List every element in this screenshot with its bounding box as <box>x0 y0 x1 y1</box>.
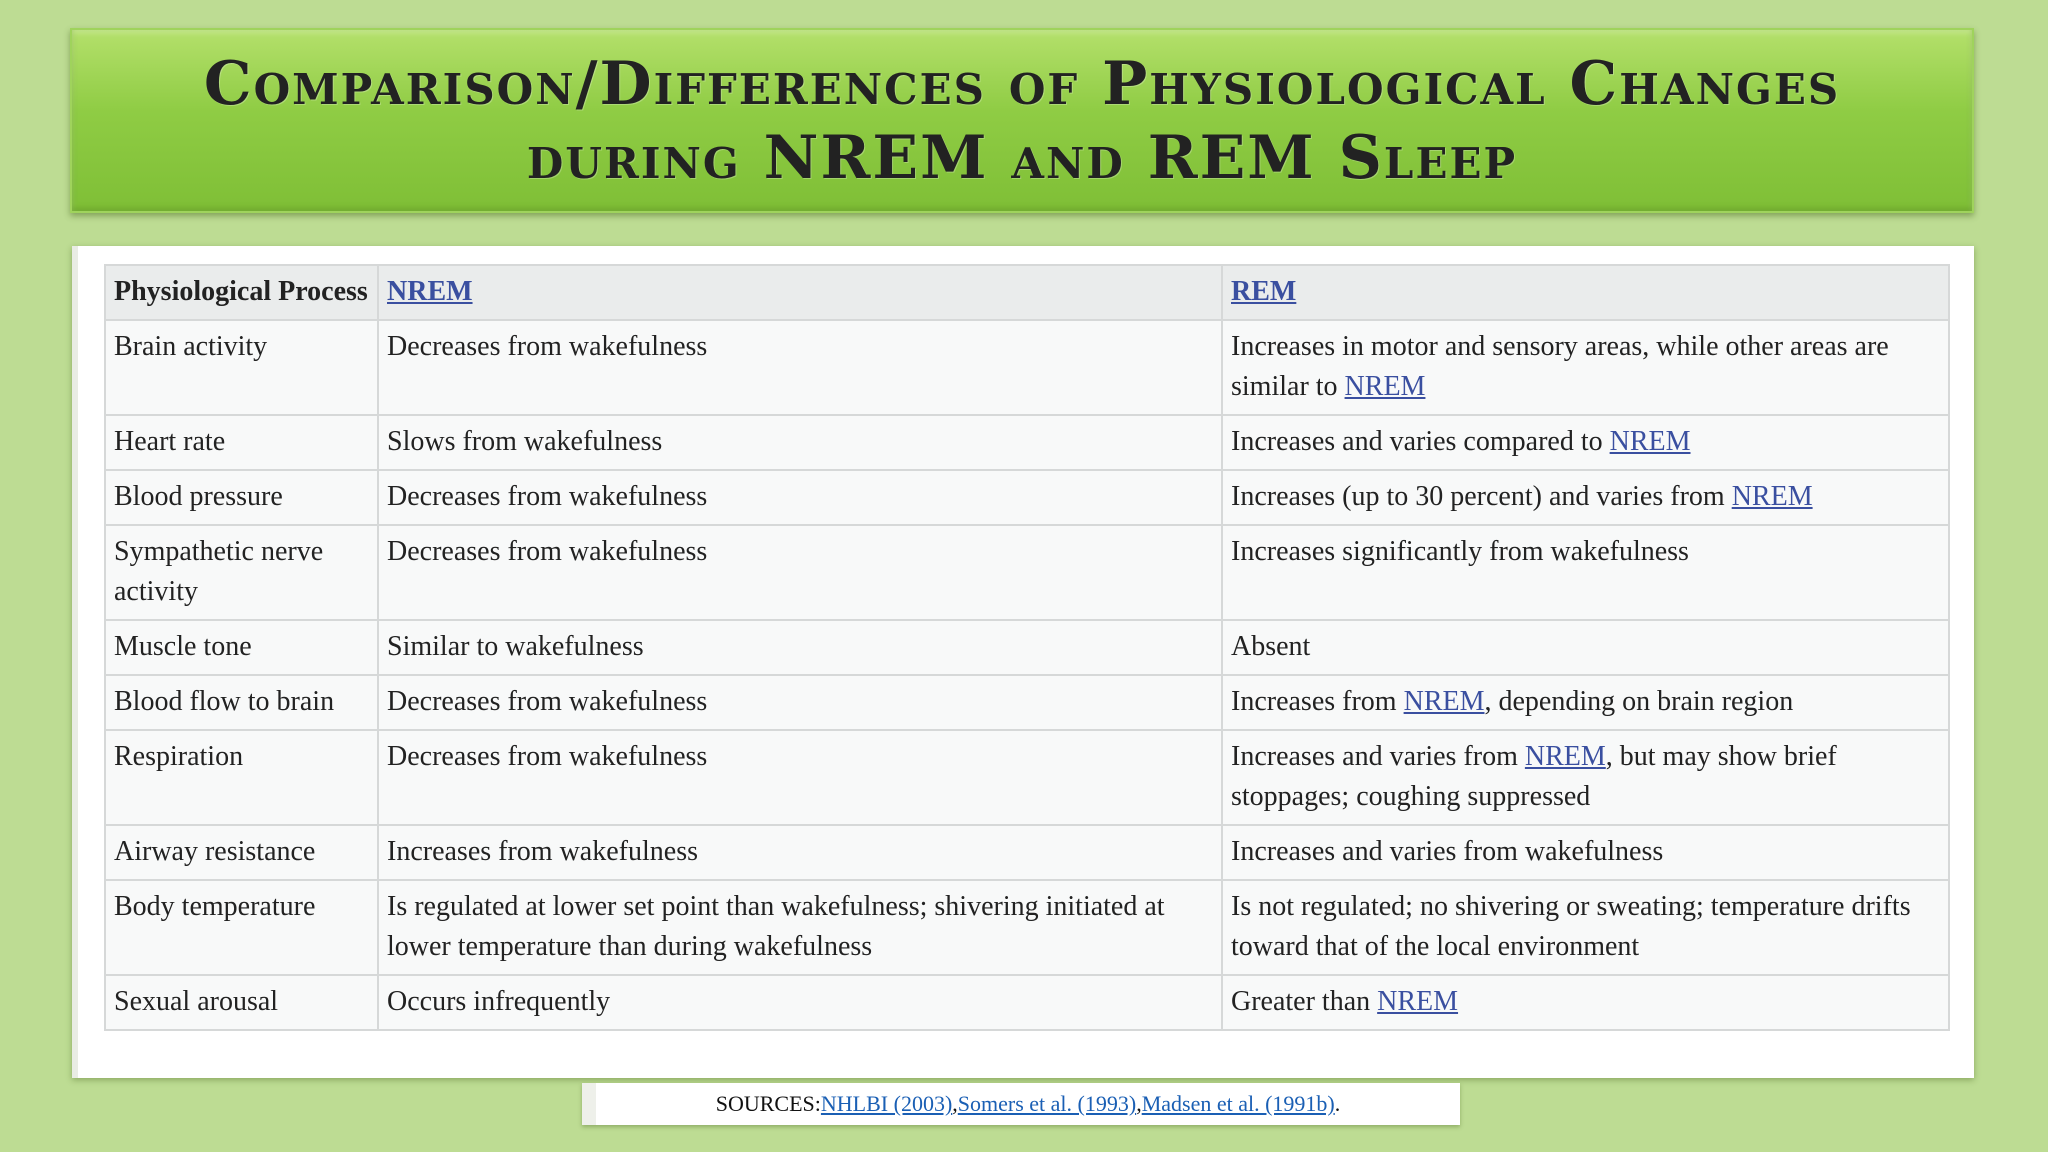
cell-rem-text: Greater than <box>1231 986 1378 1017</box>
cell-rem <box>1222 975 1949 1030</box>
cell-rem <box>1222 470 1949 525</box>
cell-rem-text-after: , but may show brief stoppages; coughing suppressed <box>1231 741 1837 812</box>
cell-process: Blood flow to brain <box>105 675 378 730</box>
page-title-line1: Comparison/Differences of Physiological Changes <box>203 48 1841 119</box>
source-link-nhlbi[interactable]: NHLBI (2003) <box>820 1091 953 1116</box>
cell-rem <box>1222 525 1949 620</box>
cell-rem-nrem-link[interactable]: NREM <box>1344 371 1426 402</box>
cell-nrem: Slows from wakefulness <box>378 415 1222 470</box>
table-row <box>105 620 1949 675</box>
cell-process: Muscle tone <box>105 620 378 675</box>
header-process: Physiological Process <box>105 265 378 320</box>
header-rem-link[interactable]: REM <box>1231 276 1297 307</box>
cell-nrem: Decreases from wakefulness <box>378 675 1222 730</box>
table-row <box>105 880 1949 975</box>
cell-nrem: Decreases from wakefulness <box>378 320 1222 415</box>
cell-rem-text: Increases in motor and sensory areas, while other areas are similar to <box>1231 331 1889 402</box>
cell-rem <box>1222 675 1949 730</box>
table-row <box>105 730 1949 825</box>
cell-rem-nrem-link[interactable]: NREM <box>1524 741 1606 772</box>
cell-rem-text: Increases and varies from wakefulness <box>1231 836 1664 867</box>
table-body <box>105 320 1949 1030</box>
table-row <box>105 825 1949 880</box>
sources-label: SOURCES: <box>715 1091 821 1116</box>
cell-process: Respiration <box>105 730 378 825</box>
cell-rem-text: Increases and varies from <box>1231 741 1525 772</box>
cell-rem <box>1222 880 1949 975</box>
cell-rem-text: Is not regulated; no shivering or sweating; temperature drifts toward that of the local environment <box>1231 891 1911 962</box>
table-row <box>105 975 1949 1030</box>
cell-rem-text: Increases significantly from wakefulness <box>1231 536 1689 567</box>
table-header-row <box>105 265 1949 320</box>
cell-rem-nrem-link[interactable]: NREM <box>1609 426 1691 457</box>
sources-separator: , <box>952 1091 958 1116</box>
cell-rem <box>1222 620 1949 675</box>
cell-nrem: Is regulated at lower set point than wakefulness; shivering initiated at lower temperature than during wakefulness <box>378 880 1222 975</box>
cell-rem <box>1222 415 1949 470</box>
cell-process: Airway resistance <box>105 825 378 880</box>
sources-end: . <box>1334 1091 1341 1116</box>
table-panel <box>72 246 1974 1078</box>
cell-nrem: Occurs infrequently <box>378 975 1222 1030</box>
cell-rem-text: Increases and varies compared to <box>1231 426 1610 457</box>
page-title-line2: during NREM and REM Sleep <box>526 122 1518 193</box>
table-row <box>105 415 1949 470</box>
cell-process: Sexual arousal <box>105 975 378 1030</box>
cell-process: Heart rate <box>105 415 378 470</box>
cell-rem-nrem-link[interactable]: NREM <box>1377 986 1459 1017</box>
cell-nrem: Decreases from wakefulness <box>378 730 1222 825</box>
table-row <box>105 525 1949 620</box>
source-link-somers[interactable]: Somers et al. (1993) <box>957 1091 1137 1116</box>
cell-rem <box>1222 730 1949 825</box>
header-nrem <box>378 265 1222 320</box>
source-link-madsen[interactable]: Madsen et al. (1991b) <box>1141 1091 1335 1116</box>
cell-rem-text-after: , depending on brain region <box>1484 686 1794 717</box>
header-nrem-link[interactable]: NREM <box>387 276 473 307</box>
cell-rem <box>1222 825 1949 880</box>
sources-separator: , <box>1136 1091 1142 1116</box>
cell-process: Blood pressure <box>105 470 378 525</box>
table-row <box>105 675 1949 730</box>
cell-rem-text: Increases from <box>1231 686 1404 717</box>
cell-process: Body temperature <box>105 880 378 975</box>
comparison-table <box>104 264 1950 1031</box>
cell-nrem: Decreases from wakefulness <box>378 470 1222 525</box>
table-row <box>105 470 1949 525</box>
cell-process: Sympathetic nerve activity <box>105 525 378 620</box>
cell-rem-nrem-link[interactable]: NREM <box>1403 686 1485 717</box>
cell-nrem: Similar to wakefulness <box>378 620 1222 675</box>
cell-nrem: Increases from wakefulness <box>378 825 1222 880</box>
title-banner <box>70 28 1974 213</box>
cell-rem <box>1222 320 1949 415</box>
page-title <box>174 47 1870 195</box>
sources-box <box>582 1083 1460 1125</box>
cell-process: Brain activity <box>105 320 378 415</box>
cell-rem-text: Absent <box>1231 631 1311 662</box>
cell-rem-nrem-link[interactable]: NREM <box>1731 481 1813 512</box>
cell-rem-text: Increases (up to 30 percent) and varies from <box>1231 481 1732 512</box>
cell-nrem: Decreases from wakefulness <box>378 525 1222 620</box>
header-rem <box>1222 265 1949 320</box>
table-row <box>105 320 1949 415</box>
